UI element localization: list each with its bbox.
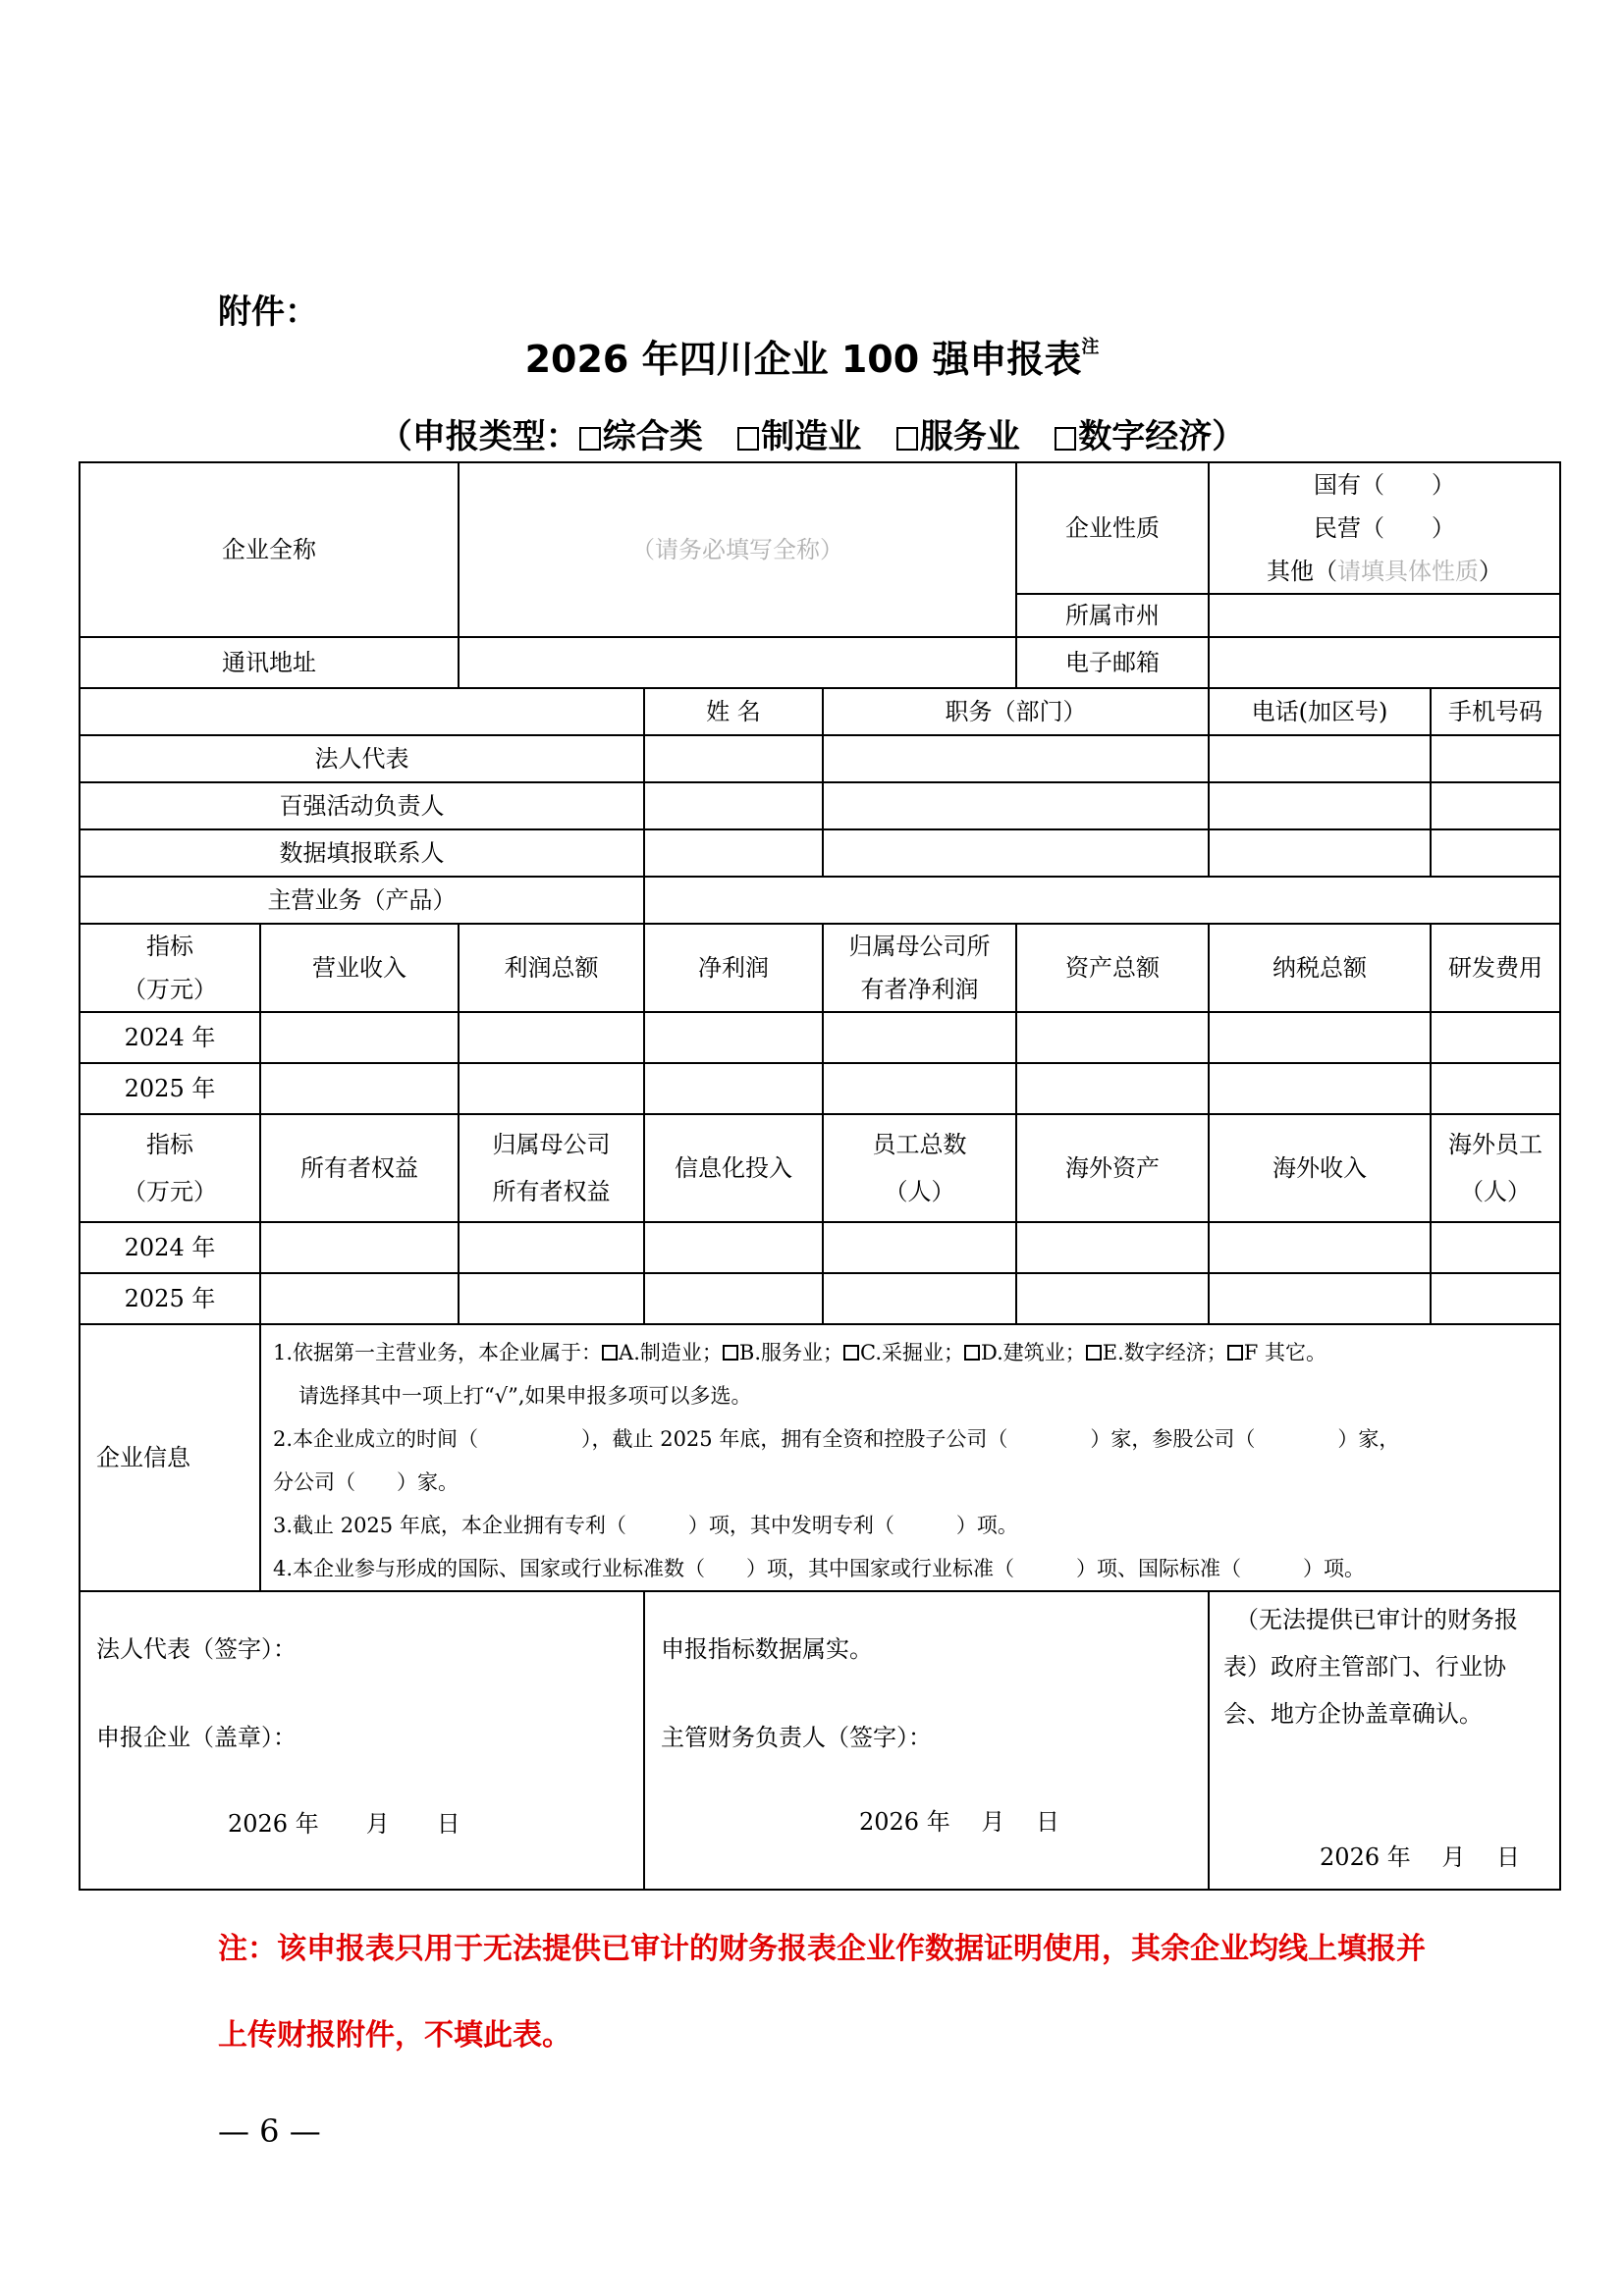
col-overseas-employees-line1: 海外员工 [1448,1131,1543,1158]
col-revenue: 营业收入 [260,924,459,1012]
col-employees-line2: （人） [884,1178,955,1205]
city-label: 所属市州 [1016,594,1209,637]
indicator-label: 指标 [146,933,193,960]
contacts-header-mobile: 手机号码 [1431,688,1560,735]
contact-position-input[interactable] [823,735,1209,782]
checkbox-digital-economy[interactable] [1055,427,1076,451]
nature-state-owned[interactable]: 国有（ ） [1314,471,1456,499]
contact-position-input[interactable] [823,782,1209,829]
indicator-unit: （万元） [123,976,217,1003]
col-it-investment: 信息化投入 [644,1114,823,1222]
checkbox-manufacturing[interactable] [737,427,759,451]
contact-phone-input[interactable] [1209,782,1431,829]
contact-row-data-contact [80,829,1560,877]
value-input[interactable] [644,1273,823,1324]
indicators1-row-2025 [80,1063,1560,1114]
checkbox-industry-f[interactable] [1227,1345,1243,1361]
value-input[interactable] [823,1012,1016,1063]
info-line-3: 3.截止 2025 年底，本企业拥有专利（ ）项，其中发明专利（ ）项。 [273,1514,1018,1537]
col-overseas-revenue: 海外收入 [1209,1114,1431,1222]
signature-legal [80,1591,644,1890]
contact-mobile-input[interactable] [1431,782,1560,829]
data-true-statement: 申报指标数据属实。 [661,1635,873,1663]
indicators1-row-2024 [80,1012,1560,1063]
contacts-header-phone: 电话(加区号) [1209,688,1431,735]
main-business-input[interactable] [644,877,1560,924]
indicators2-row-2025 [80,1273,1560,1324]
indicator-unit-label [80,924,260,1012]
value-input[interactable] [260,1063,459,1114]
indicators2-row-2024 [80,1222,1560,1273]
report-type-selector [0,409,1624,457]
col-parent-owner-equity-line1: 归属母公司 [492,1131,611,1158]
contact-phone-input[interactable] [1209,829,1431,877]
col-parent-owner-equity [459,1114,644,1222]
value-input[interactable] [1431,1012,1560,1063]
info-line-1 [273,1331,1549,1374]
industry-c-label: C.采掘业； [860,1341,964,1364]
address-input[interactable] [459,637,1016,688]
value-input[interactable] [459,1222,644,1273]
info-line-4: 4.本企业参与形成的国际、国家或行业标准数（ ）项，其中国家或行业标准（ ）项、国际标准（ ）项。 [273,1557,1366,1580]
value-input[interactable] [644,1222,823,1273]
city-input[interactable] [1209,594,1560,637]
indicator-unit-label [80,1114,260,1222]
value-input[interactable] [644,1063,823,1114]
value-input[interactable] [644,1012,823,1063]
info-line-2b: 分公司（ ）家。 [273,1470,459,1494]
date-government: 2026 年 月 日 [1320,1843,1520,1871]
value-input[interactable] [1016,1273,1209,1324]
type-services-label: 服务业 [919,417,1020,456]
nature-other-prefix: 其他（ [1267,558,1338,585]
col-overseas-employees-line2: （人） [1460,1178,1532,1205]
contact-mobile-input[interactable] [1431,829,1560,877]
title-text: 2026 年四川企业 100 强申报表 [524,338,1082,381]
type-digital-label: 数字经济 [1078,417,1213,456]
company-name-label: 企业全称 [80,462,459,637]
year-label: 2024 年 [80,1012,260,1063]
email-input[interactable] [1209,637,1560,688]
page-number: — 6 — [218,2112,321,2150]
footnote: 注：该申报表只用于无法提供已审计的财务报表企业作数据证明使用，其余企业均线上填报并上传财报附件，不填此表。 [218,1932,1426,2053]
value-input[interactable] [459,1063,644,1114]
year-label: 2025 年 [80,1273,260,1324]
industry-f-label: F 其它。 [1243,1341,1327,1364]
checkbox-services[interactable] [896,427,918,451]
contact-row-legal-rep [80,735,1560,782]
signature-government [1209,1591,1560,1890]
info-line-1-prefix: 1.依据第一主营业务，本企业属于： [273,1341,603,1364]
contact-position-input[interactable] [823,829,1209,877]
application-form [79,461,1561,1891]
value-input[interactable] [1016,1012,1209,1063]
value-input[interactable] [823,1273,1016,1324]
info-line-2a: 2.本企业成立的时间（ ），截止 2025 年底，拥有全资和控股子公司（ ）家，参股公司（ ）家， [273,1427,1400,1451]
info-line-1b: 请选择其中一项上打“√”,如果申报多项可以多选。 [298,1384,752,1408]
col-parent-net-profit-line1: 归属母公司所 [848,933,991,960]
page-title [0,329,1624,383]
nature-other-hint: 请填具体性质 [1337,558,1480,585]
col-overseas-assets: 海外资产 [1016,1114,1209,1222]
date-finance: 2026 年 月 日 [859,1808,1059,1836]
value-input[interactable] [1209,1273,1431,1324]
value-input[interactable] [260,1222,459,1273]
checkbox-industry-e[interactable] [1086,1345,1102,1361]
contacts-corner [80,688,644,735]
contacts-header-position: 职务（部门） [823,688,1209,735]
col-net-profit: 净利润 [644,924,823,1012]
contact-name-input[interactable] [644,782,823,829]
industry-e-label: E.数字经济； [1102,1341,1227,1364]
nature-other[interactable] [1210,550,1559,593]
contact-role-label: 百强活动负责人 [80,782,644,829]
col-parent-net-profit-line2: 有者净利润 [860,976,979,1003]
contacts-header-name: 姓 名 [644,688,823,735]
finance-head-signature[interactable]: 主管财务负责人（签字）： [661,1724,932,1751]
value-input[interactable] [1016,1063,1209,1114]
nature-label: 企业性质 [1016,462,1209,594]
email-label: 电子邮箱 [1016,637,1209,688]
value-input[interactable] [260,1012,459,1063]
value-input[interactable] [1209,1063,1431,1114]
value-input[interactable] [1431,1273,1560,1324]
checkbox-industry-a[interactable] [602,1345,618,1361]
col-parent-owner-equity-line2: 所有者权益 [492,1178,611,1205]
nature-private[interactable]: 民营（ ） [1314,514,1456,542]
nature-options[interactable] [1209,462,1560,594]
value-input[interactable] [260,1273,459,1324]
year-label: 2025 年 [80,1063,260,1114]
value-input[interactable] [1016,1222,1209,1273]
type-comprehensive-label: 综合类 [602,417,703,456]
checkbox-comprehensive[interactable] [579,427,601,451]
company-name-input[interactable]: （请务必填写全称） [459,462,1016,637]
col-owner-equity: 所有者权益 [260,1114,459,1222]
contact-role-label: 法人代表 [80,735,644,782]
company-seal[interactable]: 申报企业（盖章）： [96,1724,297,1751]
value-input[interactable] [1431,1063,1560,1114]
contact-row-activity-lead [80,782,1560,829]
col-tax: 纳税总额 [1209,924,1431,1012]
checkbox-industry-b[interactable] [723,1345,738,1361]
attachment-label: 附件： [218,293,318,332]
col-rd: 研发费用 [1431,924,1560,1012]
col-employees [823,1114,1016,1222]
company-info-label: 企业信息 [80,1324,260,1591]
indicator-unit: （万元） [123,1178,217,1205]
signature-finance [644,1591,1209,1890]
gov-confirm-statement: （无法提供已审计的财务报表）政府主管部门、行业协会、地方企协盖章确认。 [1223,1606,1519,1728]
value-input[interactable] [1209,1012,1431,1063]
value-input[interactable] [1209,1222,1431,1273]
type-manufacturing-label: 制造业 [761,417,862,456]
main-business-label: 主营业务（产品） [80,877,644,924]
value-input[interactable] [823,1222,1016,1273]
date-legal: 2026 年 月 日 [228,1810,460,1838]
checkbox-industry-d[interactable] [964,1345,980,1361]
industry-d-label: D.建筑业； [981,1341,1086,1364]
subtitle-close: ） [1212,417,1246,456]
contact-mobile-input[interactable] [1431,735,1560,782]
col-employees-line1: 员工总数 [872,1131,967,1158]
title-note-mark: 注 [1081,337,1100,357]
col-total-assets: 资产总额 [1016,924,1209,1012]
checkbox-industry-c[interactable] [843,1345,859,1361]
contact-name-input[interactable] [644,735,823,782]
industry-a-label: A.制造业； [619,1341,723,1364]
subtitle-open: （申报类型： [378,417,579,456]
value-input[interactable] [1431,1222,1560,1273]
col-parent-net-profit [823,924,1016,1012]
year-label: 2024 年 [80,1222,260,1273]
industry-b-label: B.服务业； [738,1341,843,1364]
company-info-content [260,1324,1560,1591]
contact-role-label: 数据填报联系人 [80,829,644,877]
value-input[interactable] [823,1063,1016,1114]
address-label: 通讯地址 [80,637,459,688]
value-input[interactable] [459,1012,644,1063]
value-input[interactable] [459,1273,644,1324]
contact-name-input[interactable] [644,829,823,877]
contact-phone-input[interactable] [1209,735,1431,782]
indicator-label: 指标 [146,1131,193,1158]
legal-rep-signature[interactable]: 法人代表（签字）： [96,1635,297,1663]
col-overseas-employees [1431,1114,1560,1222]
col-total-profit: 利润总额 [459,924,644,1012]
nature-other-suffix: ） [1479,558,1503,585]
